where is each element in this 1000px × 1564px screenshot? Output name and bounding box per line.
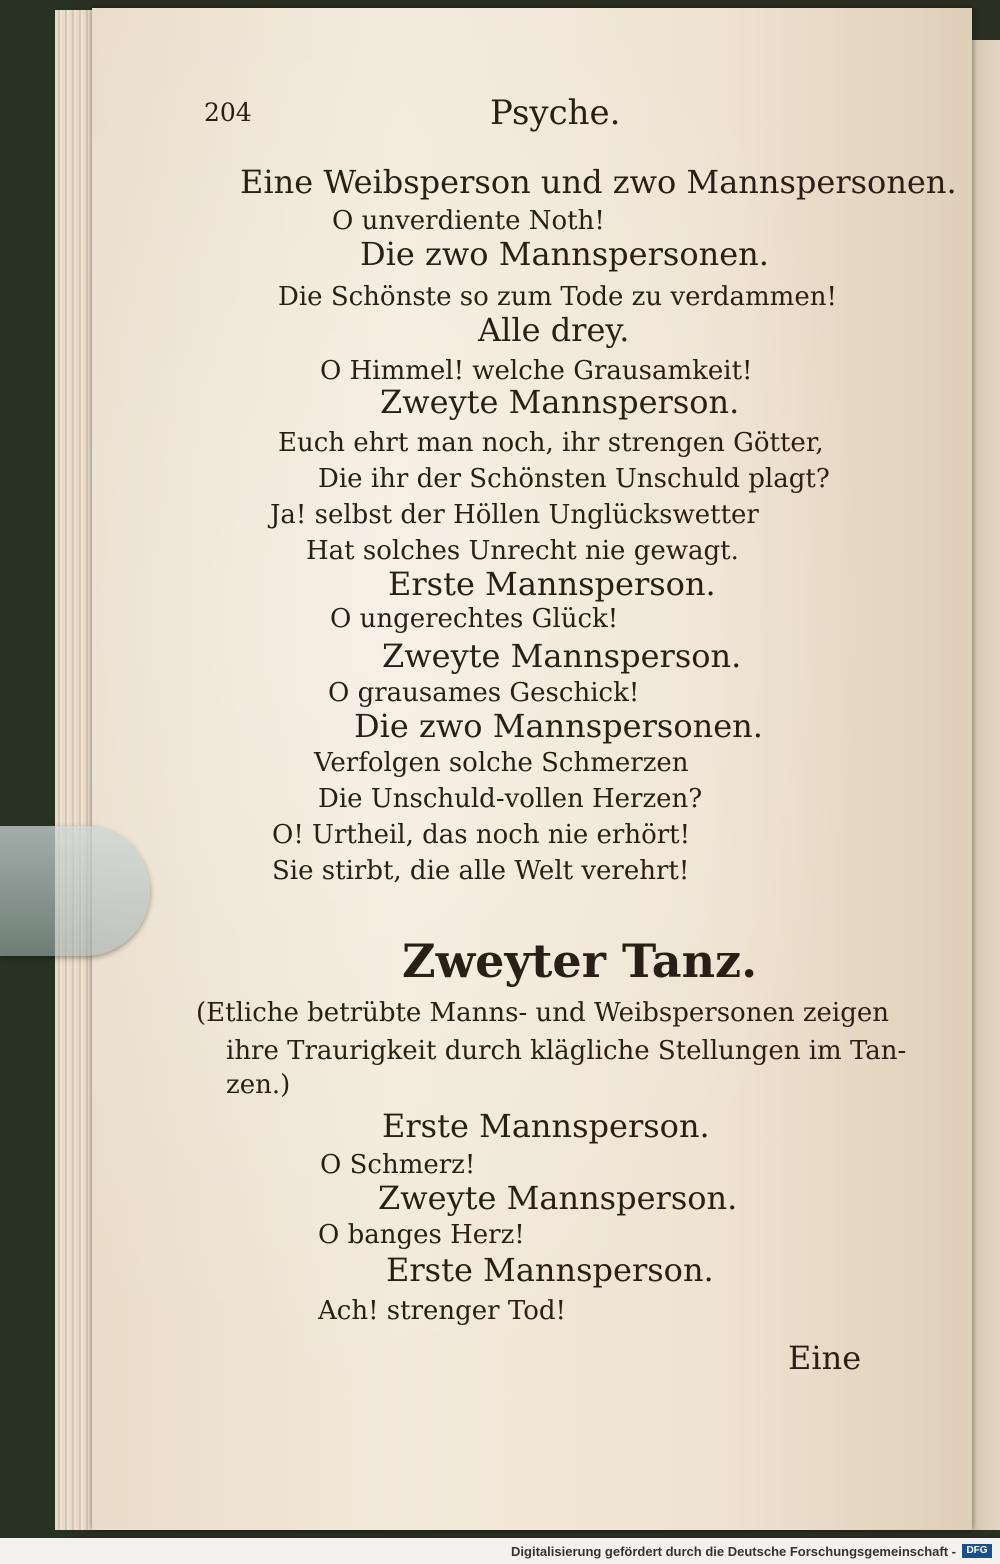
verse-line: Die Unschuld-vollen Herzen? <box>318 784 703 814</box>
running-title: Psyche. <box>490 93 621 133</box>
verse-line: O Schmerz! <box>320 1150 476 1180</box>
stage-direction: ihre Traurigkeit durch klägliche Stellungen im Tan- <box>226 1036 907 1066</box>
speaker-heading: Alle drey. <box>478 311 630 349</box>
speaker-heading: Eine Weibsperson und zwo Mannspersonen. <box>240 163 957 201</box>
verse-line: Verfolgen solche Schmerzen <box>314 748 689 778</box>
catchword: Eine <box>788 1339 862 1377</box>
verse-line: Hat solches Unrecht nie gewagt. <box>306 536 739 566</box>
stage-direction: (Etliche betrübte Manns- und Weibspersonen zeigen <box>196 998 890 1028</box>
verse-line: Euch ehrt man noch, ihr strengen Götter, <box>278 428 824 458</box>
speaker-heading: Erste Mannsperson. <box>386 1251 714 1289</box>
verse-line: Die Schönste so zum Tode zu verdammen! <box>278 282 837 312</box>
page-number: 204 <box>204 98 252 127</box>
speaker-heading: Zweyte Mannsperson. <box>382 637 742 675</box>
book-page <box>92 8 972 1530</box>
verse-line: O! Urtheil, das noch nie erhört! <box>272 820 691 850</box>
verse-line: O unverdiente Noth! <box>332 206 605 236</box>
speaker-heading: Zweyte Mannsperson. <box>380 383 740 421</box>
verse-line: O Himmel! welche Grausamkeit! <box>320 356 753 386</box>
speaker-heading: Erste Mannsperson. <box>382 1107 710 1145</box>
verse-line: Die ihr der Schönsten Unschuld plagt? <box>318 464 830 494</box>
section-heading: Zweyter Tanz. <box>402 934 758 988</box>
speaker-heading: Die zwo Mannspersonen. <box>360 235 769 273</box>
verse-line: O ungerechtes Glück! <box>330 604 619 634</box>
page-edges <box>55 10 95 1530</box>
verse-line: O grausames Geschick! <box>328 678 640 708</box>
verse-line: Ach! strenger Tod! <box>318 1296 566 1326</box>
footer-credit: Digitalisierung gefördert durch die Deutsche Forschungsgemeinschaft - <box>511 1544 956 1559</box>
verse-line: Sie stirbt, die alle Welt verehrt! <box>272 856 690 886</box>
dfg-logo: DFG <box>962 1544 992 1558</box>
speaker-heading: Zweyte Mannsperson. <box>378 1179 738 1217</box>
verse-line: O banges Herz! <box>318 1220 525 1250</box>
stage-direction: zen.) <box>226 1070 291 1100</box>
verse-line: Ja! selbst der Höllen Unglückswetter <box>270 500 759 530</box>
page-clip <box>0 826 150 956</box>
speaker-heading: Die zwo Mannspersonen. <box>354 707 763 745</box>
speaker-heading: Erste Mannsperson. <box>388 565 716 603</box>
